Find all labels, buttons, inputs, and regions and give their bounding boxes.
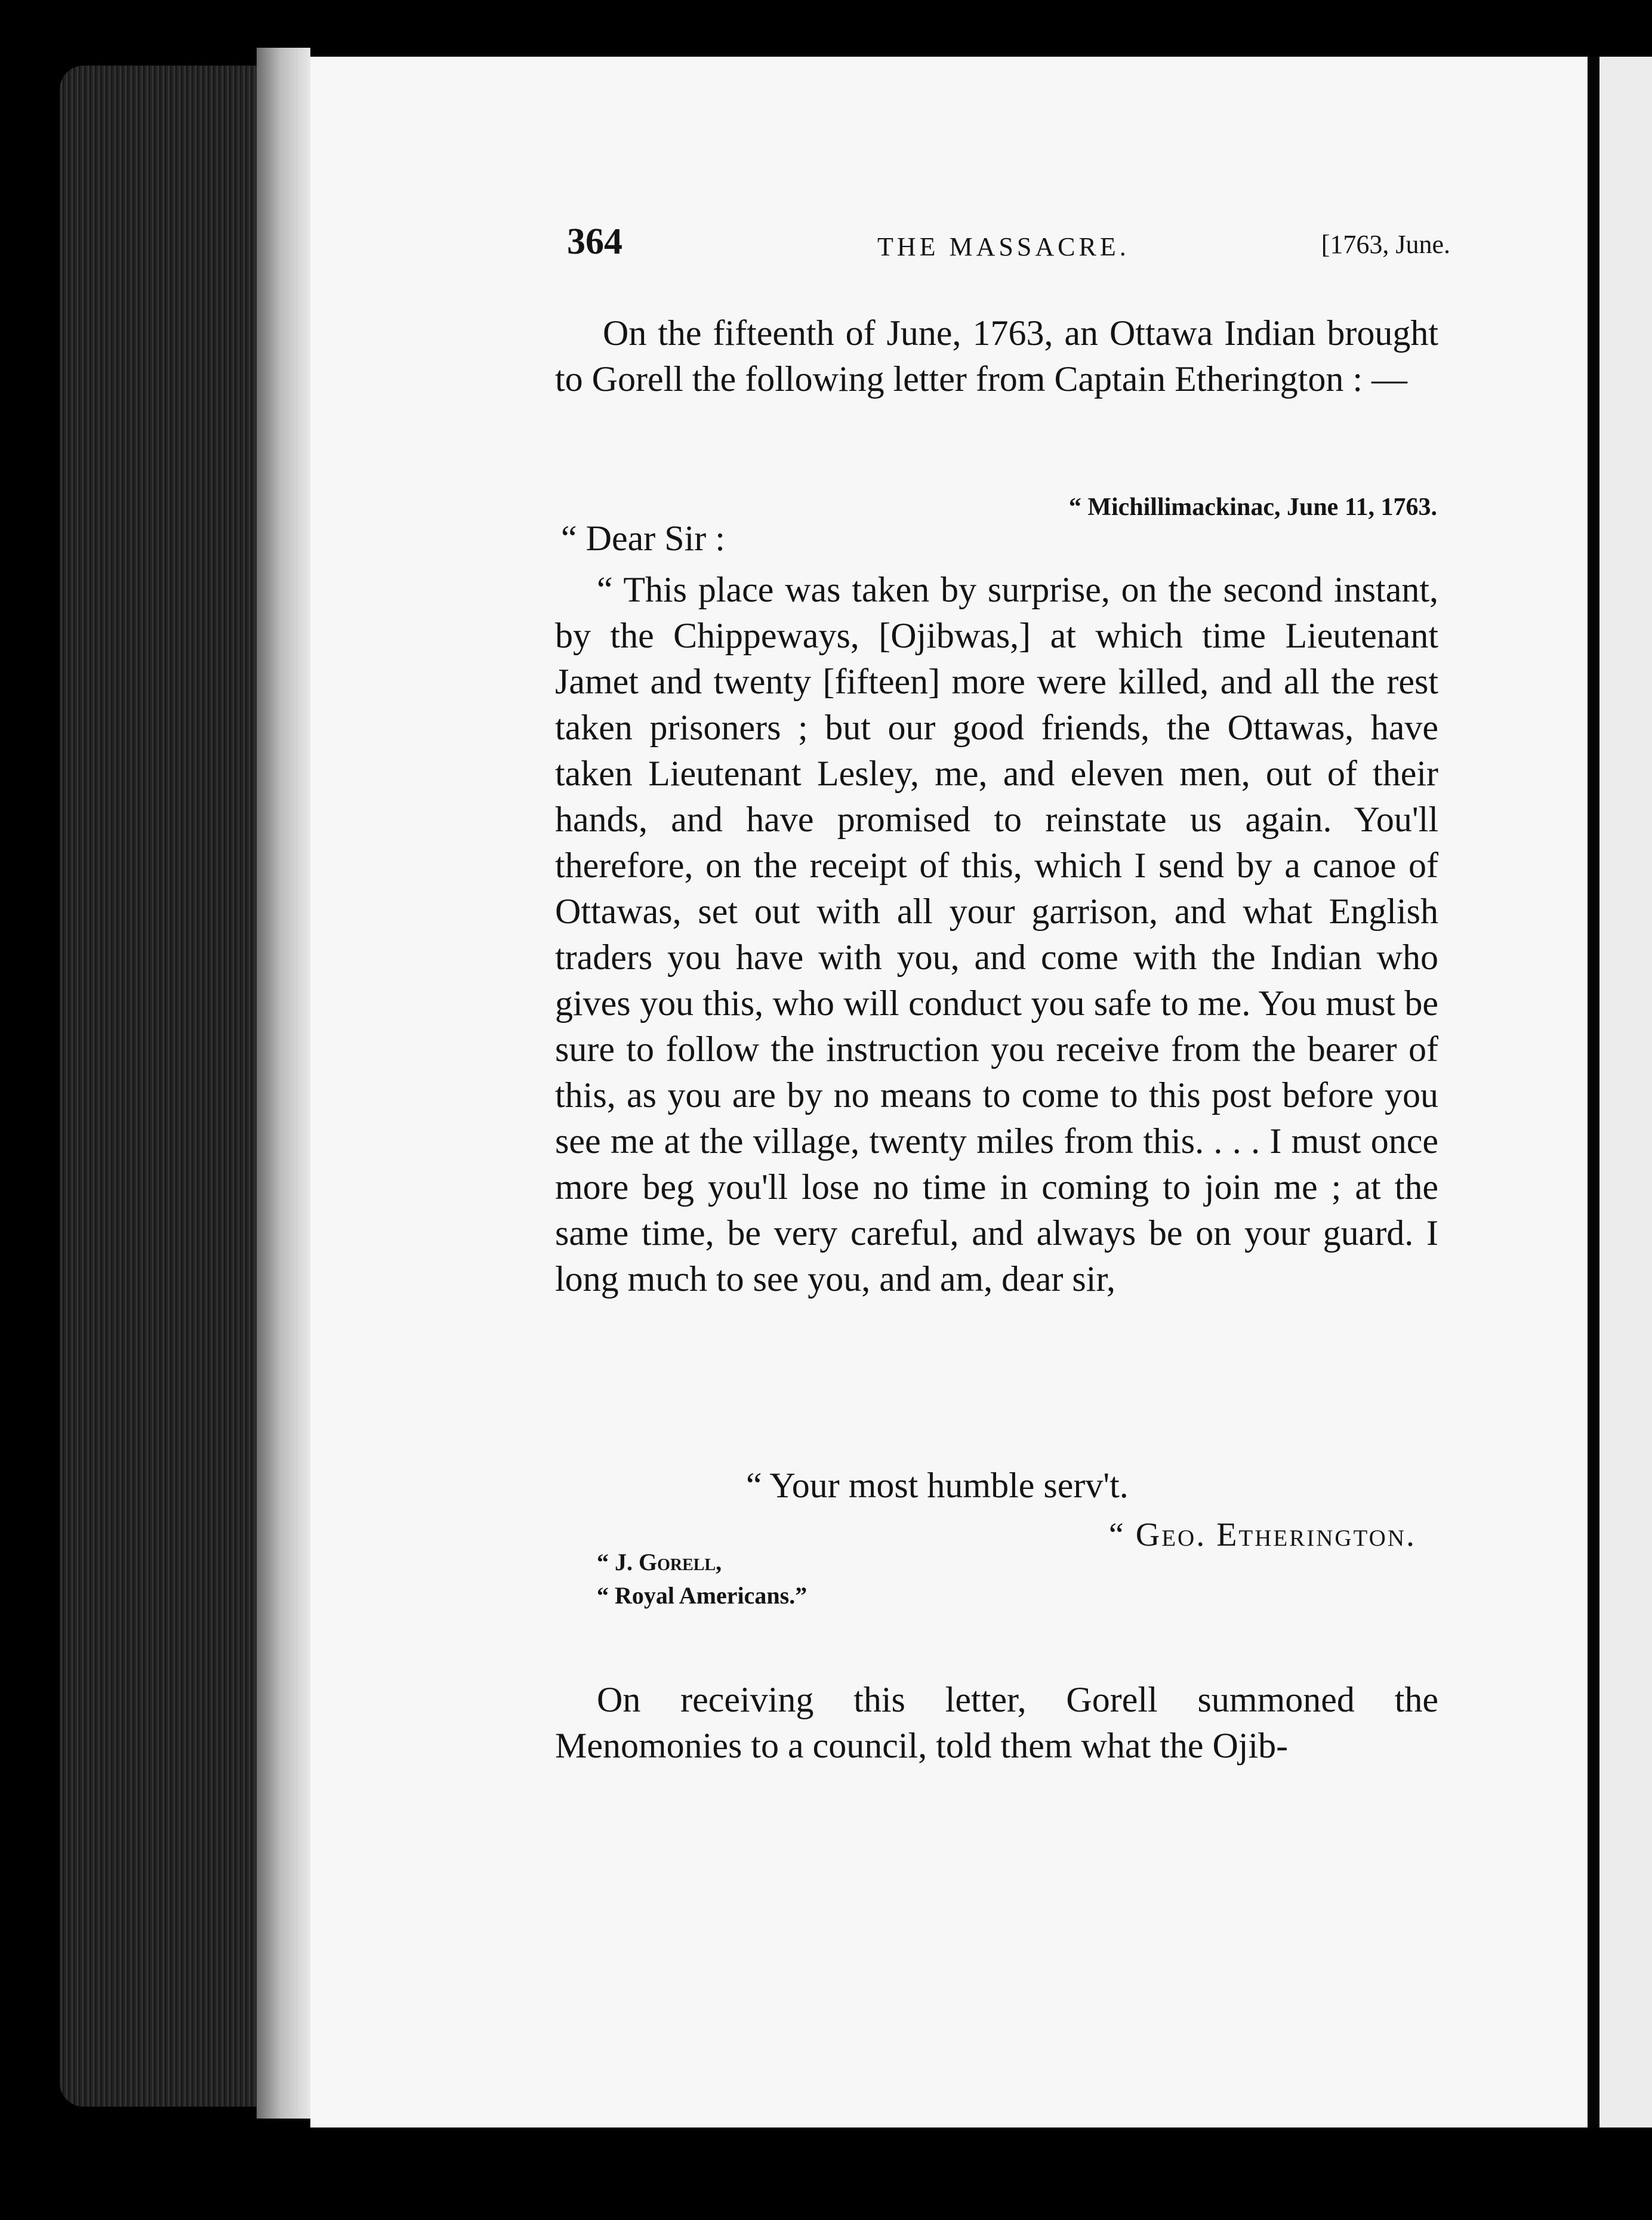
addressee-regiment: “ Royal Americans.” xyxy=(597,1582,807,1609)
letter-body: “ This place was taken by surprise, on the second instant, by the Chippeways, [Ojibwas,] at which time Lieutenant Jamet and twenty [fifteen] more were killed, and all the rest taken prisoners ; but our good friends, the Ottawas, have taken Lieutenant Lesley, me, and eleven men, out of their hands, and have promised to reinstate us again. You'll therefore, on the receipt of this, which I send by a canoe of Ottawas, set out with all your garrison, and what English traders you have with you, and come with the Indian who gives you this, who will conduct you safe to me. You must be sure to follow the instruction you receive from the bearer of this, as you are by no means to come to this post before you see me at the village, twenty miles from this. . . . I must once more beg you'll lose no time in coming to join me ; at the same time, be very careful, and always be on your guard. I long much to see you, and am, dear sir, xyxy=(555,570,1438,1299)
facing-page-edge xyxy=(1599,57,1652,2128)
page-header xyxy=(567,221,1450,275)
letter-closing: “ Your most humble serv't. xyxy=(746,1466,1129,1505)
addressee-name: “ J. Gorell, xyxy=(597,1549,722,1575)
letter-dateline: “ Michillimackinac, June 11, 1763. xyxy=(1068,494,1437,521)
letter-addressee xyxy=(597,1546,807,1612)
intro-paragraph: On the fifteenth of June, 1763, an Ottawa Indian brought to Gorell the following letter from Captain Etherington : — xyxy=(555,313,1438,399)
page-number: 364 xyxy=(567,221,622,262)
date-head: [1763, June. xyxy=(1321,230,1450,259)
running-head: THE MASSACRE. xyxy=(877,232,1130,261)
letter-salutation: “ Dear Sir : xyxy=(561,519,725,558)
letter-signature xyxy=(1109,1516,1416,1554)
signature-text: “ Geo. Etherington. xyxy=(1108,1516,1416,1553)
book-page-edge-highlight xyxy=(257,48,310,2119)
closing-paragraph: On receiving this letter, Gorell summoned the Menomonies to a council, told them what the Ojib- xyxy=(555,1680,1438,1765)
